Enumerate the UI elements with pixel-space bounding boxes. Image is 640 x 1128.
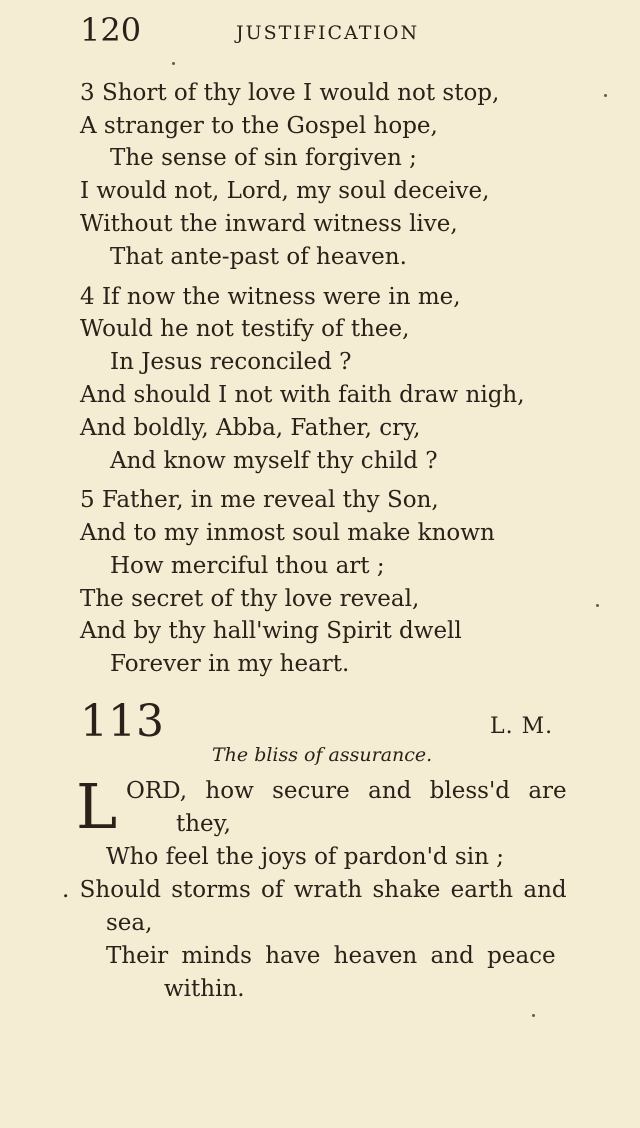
stanza-4-line-6: And know myself thy child ? xyxy=(110,448,438,474)
stanza-5-line-1: 5 Father, in me reveal thy Son, xyxy=(80,487,439,513)
stanza-4-line-2: Would he not testify of thee, xyxy=(80,316,410,342)
running-title: JUSTIFICATION xyxy=(236,22,420,44)
stanza-5-line-2: And to my inmost soul make known xyxy=(80,520,495,546)
hymn-line-2: they, xyxy=(176,811,231,837)
stanza-5-line-5: And by thy hall'wing Spirit dwell xyxy=(80,618,462,644)
stanza-3-line-3: The sense of sin forgiven ; xyxy=(110,145,417,171)
stanza-4-line-1: 4 If now the witness were in me, xyxy=(80,284,461,310)
paper-speck xyxy=(532,1014,535,1017)
paper-speck xyxy=(172,62,175,65)
drop-cap: L xyxy=(76,770,118,843)
stanza-4-line-4: And should I not with faith draw nigh, xyxy=(80,382,525,408)
stanza-4-line-5: And boldly, Abba, Father, cry, xyxy=(80,415,421,441)
hymn-subtitle: The bliss of assurance. xyxy=(212,744,433,766)
stanza-3-line-2: A stranger to the Gospel hope, xyxy=(80,113,438,139)
hymn-line-1: ORD, how secure and bless'd are xyxy=(126,778,567,804)
stanza-5-line-6: Forever in my heart. xyxy=(110,651,350,677)
hymn-number: 113 xyxy=(80,696,164,747)
hymn-line-6: Their minds have heaven and peace xyxy=(106,943,556,969)
hymn-line-3: Who feel the joys of pardon'd sin ; xyxy=(106,844,504,870)
stanza-5-line-3: How merciful thou art ; xyxy=(110,553,385,579)
paper-speck xyxy=(604,94,607,97)
hymn-line-4: . Should storms of wrath shake earth and xyxy=(62,877,567,903)
stanza-3-line-5: Without the inward witness live, xyxy=(80,211,458,237)
stanza-4-line-3: In Jesus reconciled ? xyxy=(110,349,352,375)
stanza-3-line-4: I would not, Lord, my soul deceive, xyxy=(80,178,490,204)
hymn-meter: L. M. xyxy=(490,714,554,739)
stanza-5-line-4: The secret of thy love reveal, xyxy=(80,586,420,612)
page-number: 120 xyxy=(80,11,142,49)
stanza-3-line-6: That ante-past of heaven. xyxy=(110,244,407,270)
hymn-line-5: sea, xyxy=(106,910,153,936)
paper-speck xyxy=(596,604,599,607)
stanza-3-line-1: 3 Short of thy love I would not stop, xyxy=(80,80,500,106)
hymn-line-7: within. xyxy=(164,976,245,1002)
